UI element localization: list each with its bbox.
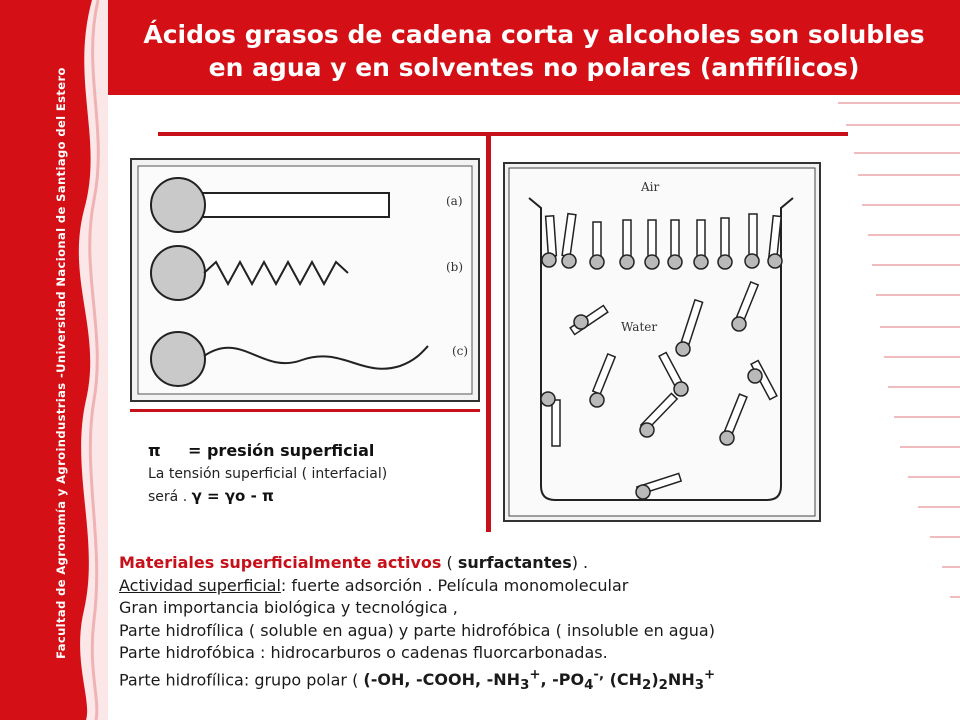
line1-end: ) .: [571, 553, 589, 572]
surface-activity-term: Actividad superficial: [119, 575, 281, 595]
formula-part-1: (-OH, -COOH, -NH: [363, 670, 521, 690]
water-label: Water: [621, 320, 658, 334]
air-label: Air: [641, 180, 660, 194]
text-line-3: Gran importancia biológica y tecnológica ,: [119, 598, 458, 618]
pi-definition-line: [148, 441, 478, 463]
text-line-5: Parte hidrofóbica : hidrocarburos o cadenas fluorcarbonadas.: [119, 643, 608, 663]
label-b: (b): [446, 260, 464, 274]
title-line-1: Ácidos grasos de cadena corta y alcoholes son solubles: [143, 20, 925, 49]
sidebar-institution-text: Facultad de Agronomía y Agroindustrias -Universidad Nacional de Santiago del Estero: [54, 67, 68, 659]
vertical-red-divider: [486, 132, 491, 532]
formula-ch: (CH: [604, 670, 643, 690]
equation-line: [148, 485, 478, 508]
body-text: [119, 552, 949, 698]
formula-sup-plus: +: [529, 667, 541, 683]
amphiphile-shapes-figure: [130, 158, 480, 402]
beaker-figure: [503, 162, 821, 522]
text-line-6: [119, 665, 949, 698]
text-line-4: Parte hidrofílica ( soluble en agua) y parte hidrofóbica ( insoluble en agua): [119, 620, 715, 640]
top-red-divider: [158, 132, 848, 136]
formula-sub-4: 4: [584, 678, 594, 694]
formula-sup-minus: -,: [593, 667, 605, 683]
formula-po: , -PO: [540, 670, 585, 690]
page-title: [108, 18, 960, 84]
surface-active-materials: Materiales superficialmente activos: [119, 553, 442, 572]
formula-nh: NH: [667, 670, 695, 690]
line2-rest: : fuerte adsorción . Película monomolecular: [280, 575, 629, 595]
label-c: (c): [452, 344, 469, 358]
formula-sub-3b: 3: [694, 678, 704, 694]
title-line-2: en agua y en solventes no polares (anfifílicos): [208, 53, 860, 82]
middle-red-divider: [130, 409, 480, 412]
label-a: (a): [446, 194, 463, 208]
formula-sup-plus-2: +: [703, 667, 716, 683]
sidebar-band: [0, 0, 108, 720]
tension-equation: γ = γo - π: [191, 487, 274, 505]
beaker-drawing: [505, 164, 819, 520]
formula-sub-n: 2: [658, 678, 668, 694]
pi-symbol: π: [148, 441, 161, 460]
formula-sub-2: 2: [642, 678, 652, 694]
formula-paren: ): [651, 670, 659, 690]
will-be-text: será .: [148, 489, 188, 505]
surface-pressure-block: [148, 441, 478, 508]
paren-open: (: [441, 553, 458, 572]
polar-groups-formula: [363, 667, 716, 694]
text-line-1: [119, 552, 949, 575]
tension-line: La tensión superficial ( interfacial): [148, 466, 388, 482]
polar-group-intro: Parte hidrofílica: grupo polar (: [119, 670, 364, 690]
amphiphile-shapes-drawing: [132, 160, 478, 400]
text-line-2: [119, 575, 949, 598]
surfactants-word: surfactantes: [457, 553, 572, 572]
pi-definition: = presión superficial: [188, 441, 375, 460]
formula-sub-3: 3: [520, 678, 530, 694]
